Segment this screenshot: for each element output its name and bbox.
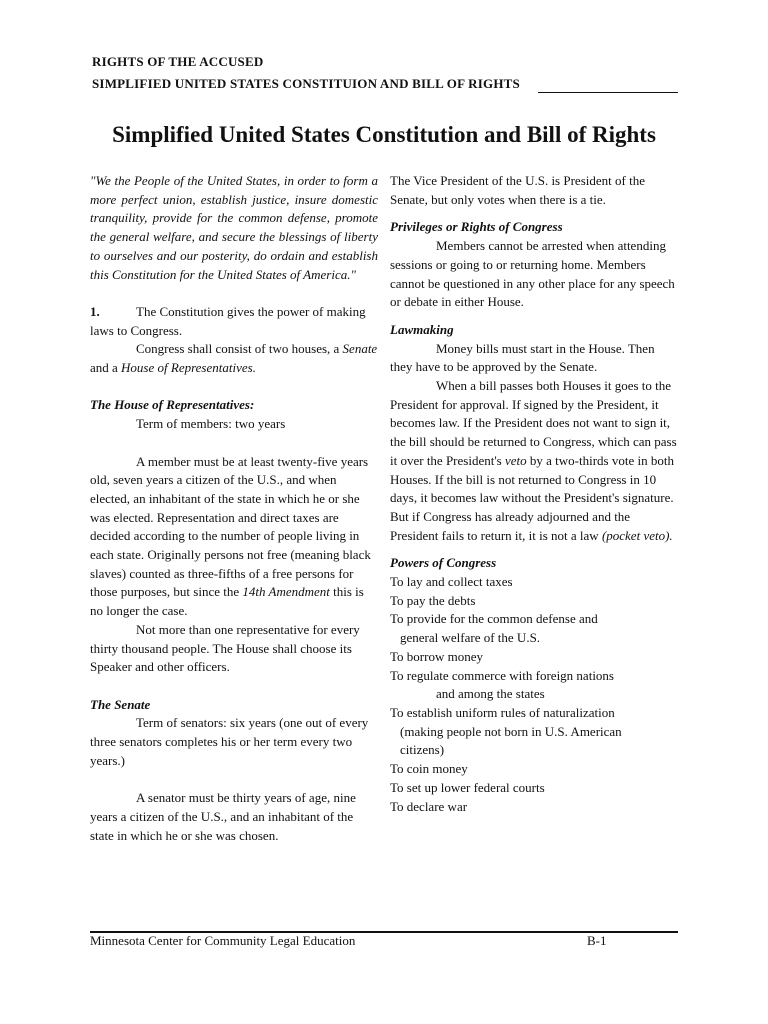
section-1-number: 1.: [90, 303, 100, 319]
bill-passage-paragraph: [390, 377, 680, 545]
house-term: Term of members: two years: [136, 416, 286, 432]
list-item: To borrow money: [390, 648, 483, 664]
privileges-heading: Privileges or Rights of Congress: [390, 219, 563, 235]
running-header-document: SIMPLIFIED UNITED STATES CONSTITUION AND BILL OF RIGHTS: [92, 76, 520, 91]
powers-heading: Powers of Congress: [390, 555, 497, 571]
right-column: [390, 172, 680, 816]
bill-passage-continued: by a two-thirds vote in both Houses. If the bill is not returned to Congress in 10 days, it becomes law without the President's signature. But if Congress has already adjourned and the President fails to return it, it is not a law: [390, 452, 674, 543]
senate-qualifications-paragraph: A senator must be thirty years of age, nine years a citizen of the U.S., and an inhabitant of the state in which he or she was chosen.: [90, 790, 356, 843]
list-item: To set up lower federal courts: [390, 779, 545, 795]
header-rule: [538, 92, 678, 93]
lawmaking-heading: Lawmaking: [390, 321, 454, 337]
list-item: To pay the debts: [390, 592, 476, 608]
list-item: general welfare of the U.S.: [400, 630, 541, 646]
house-qualifications-end: this is no longer the case.: [90, 584, 364, 619]
list-item: To declare war: [390, 798, 468, 814]
list-item: and among the states: [436, 686, 545, 702]
section-1-paragraph: [90, 303, 378, 340]
senate-term: Term of senators: six years (one out of every three senators completes his or her term every two years.): [90, 715, 369, 768]
congress-houses-text: Congress shall consist of two houses, a: [136, 341, 343, 357]
powers-list: [390, 573, 680, 816]
list-item: To establish uniform rules of naturalization: [390, 704, 615, 720]
page-title: Simplified United States Constitution and Bill of Rights: [112, 122, 656, 147]
house-representatives-paragraph: Not more than one representative for every thirty thousand people. The House shall choose its Speaker and other officers.: [90, 621, 360, 675]
house-qualifications-paragraph: [90, 453, 378, 621]
house-heading: The House of Representatives:: [90, 397, 255, 413]
list-item: To coin money: [390, 761, 468, 777]
fourteenth-amendment: 14th Amendment: [242, 584, 330, 600]
preamble-quote: "We the People of the United States, in order to form a more perfect union, establish justice, insure domestic tranquility, provide for the common defense, promote the general welfare, and secure the blessings of liberty to ourselves and our posterity, do ordain and establish this Constitution for the United States of America.": [90, 173, 378, 282]
page-number: B-1: [587, 933, 607, 948]
house-term-italic: House of Representatives.: [121, 360, 256, 376]
senate-heading: The Senate: [90, 696, 151, 712]
congress-houses-and: and a: [90, 360, 122, 376]
pocket-veto-term: (pocket veto).: [601, 527, 673, 543]
section-1-text: The Constitution gives the power of making laws to Congress.: [90, 303, 366, 338]
privileges-paragraph: Members cannot be arrested when attending sessions or going to or returning home. Members cannot be questioned in any other place for any speech or debate in either House.: [390, 238, 675, 310]
senate-term-italic: Senate: [342, 341, 378, 357]
vice-president-paragraph: The Vice President of the U.S. is President of the Senate, but only votes when there is a tie.: [390, 173, 645, 207]
list-item: To lay and collect taxes: [390, 574, 513, 590]
list-item: To provide for the common defense and: [390, 611, 598, 627]
footer-organization: Minnesota Center for Community Legal Education: [90, 933, 356, 948]
list-item: citizens): [400, 742, 445, 758]
house-qualifications-text: A member must be at least twenty-five years old, seven years a citizen of the U.S., and when elected, an inhabitant of the state in which he or she was elected. Representation and direct taxes are decided according to the number of people living in each state. Originally persons not free (meaning black slaves) counted as three-fifths of a free persons for those purposes, but since the: [90, 453, 371, 600]
list-item: (making people not born in U.S. American: [400, 723, 622, 739]
running-header-section: RIGHTS OF THE ACCUSED: [92, 54, 264, 69]
money-bills-paragraph: Money bills must start in the House. Then they have to be approved by the Senate.: [390, 340, 655, 375]
congress-houses-paragraph: [90, 340, 378, 377]
bill-passage-text: When a bill passes both Houses it goes to the President for approval. If signed by the President, it becomes law. If the President does not want to sign it, the bill should be returned to Congress, which can pass it over the President's: [390, 378, 677, 468]
left-column: [90, 172, 378, 845]
list-item: To regulate commerce with foreign nations: [390, 667, 614, 683]
veto-term: veto: [505, 452, 527, 468]
